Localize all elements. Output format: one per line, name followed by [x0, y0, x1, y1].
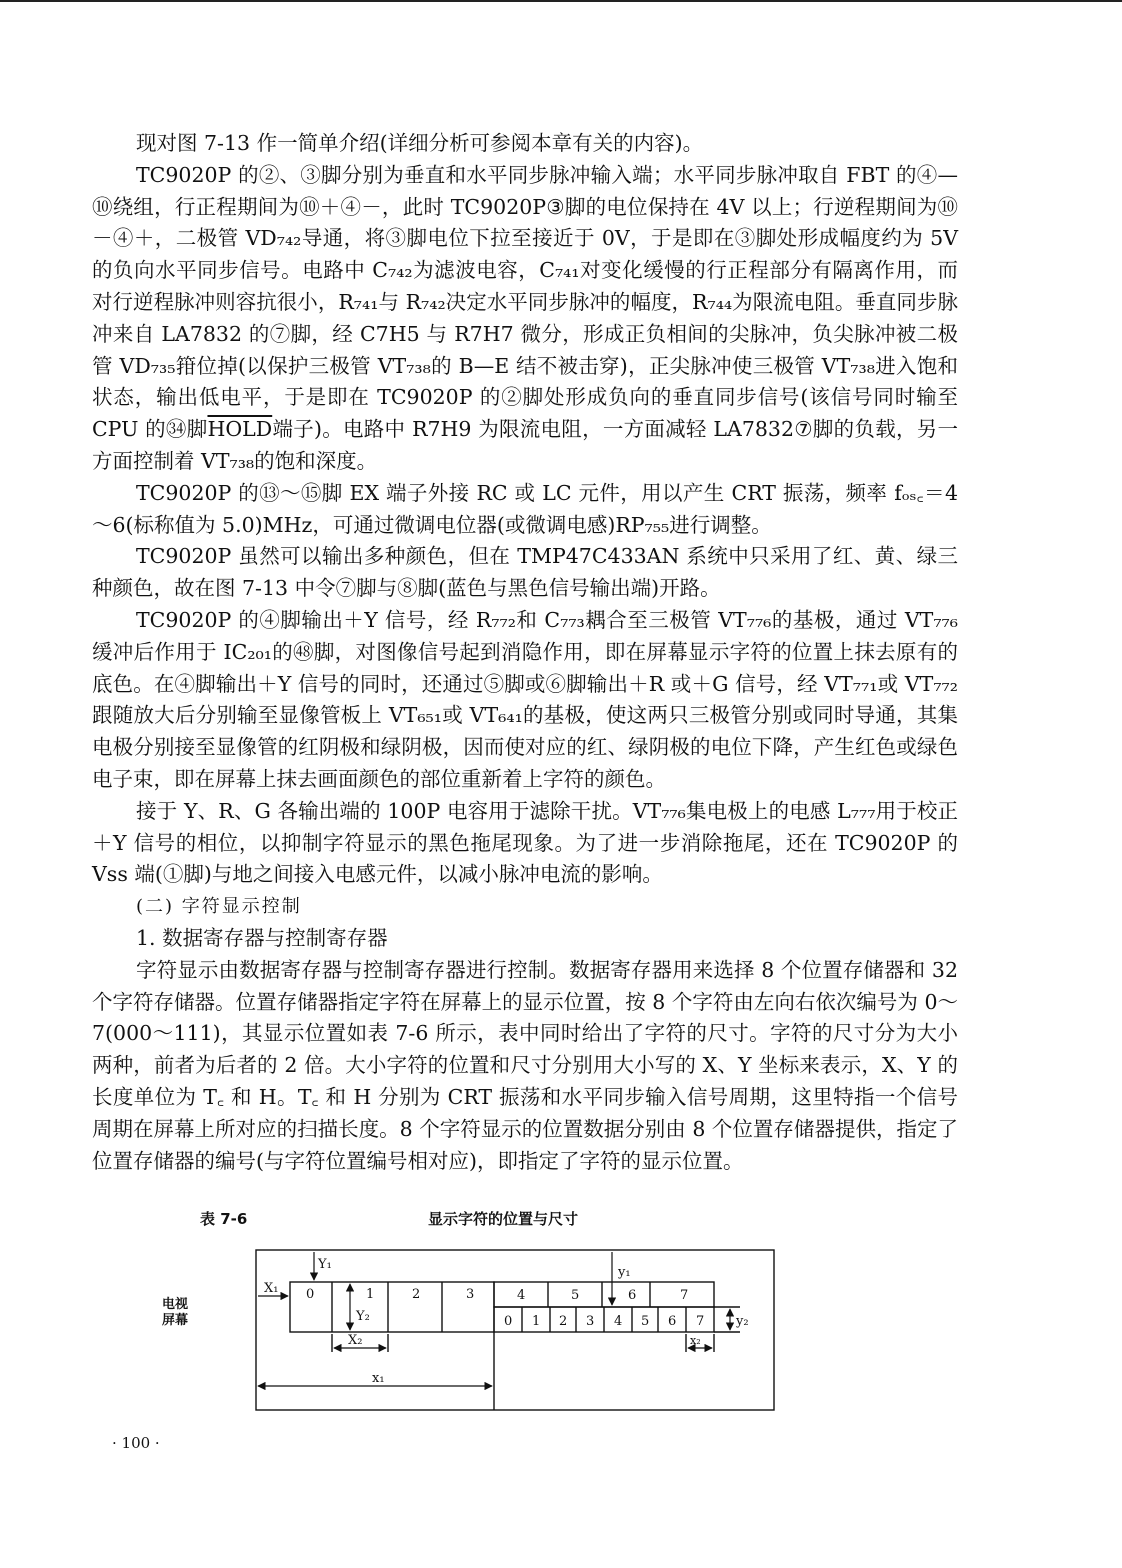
paragraph: 字符显示由数据寄存器与控制寄存器进行控制。数据寄存器用来选择 8 个位置存储器和 32 个字符存储器。位置存储器指定字符在屏幕上的显示位置，按 8 个字符由左向右依次编号为 0～7(000～111)，其显示位置如表 7-6 所示，表中同时给出了字符的尺寸。字符的尺寸分为大小两种，前者为后者的 2 倍。大小字符的位置和尺寸分别用大小写的 X、Y 坐标来表示，X、Y 的长度单位为 T꜀ 和 H。T꜀ 和 H 分别为 CRT 振荡和水平同步输入信号周期，这里特指一个信号周期在屏幕上所对应的扫描长度。8 个字符显示的位置数据分别由 8 个位置存储器提供，指定了位置存储器的编号(与字符位置编号相对应)，即指定了字符的显示位置。 [92, 957, 958, 1173]
paragraph [92, 160, 958, 478]
section-heading: (二) 字符显示控制 [136, 896, 302, 918]
small-cell-label: 4 [614, 1314, 623, 1329]
hold-overline: HOLD [207, 417, 273, 442]
position-size-diagram [140, 1236, 790, 1416]
dimension-x2-lower: x₂ [690, 1334, 701, 1347]
big-cell-label: 3 [466, 1287, 475, 1302]
big-cell-label: 2 [412, 1287, 421, 1302]
screen-label: 电视 [162, 1297, 189, 1312]
small-cell-label: 1 [532, 1314, 541, 1329]
dimension-y1-lower: y₁ [618, 1265, 631, 1280]
dimension-Y1: Y₁ [318, 1257, 332, 1272]
small-cell-label: 7 [696, 1314, 705, 1329]
dimension-X1: X₁ [264, 1281, 279, 1296]
small-cell-label: 5 [641, 1314, 650, 1329]
paragraph: 接于 Y、R、G 各输出端的 100P 电容用于滤除干扰。VT₇₇₆集电极上的电感 L₇₇₇用于校正＋Y 信号的相位，以抑制字符显示的黑色拖尾现象。为了进一步消除拖尾，还在 TC9020P 的 Vss 端(①脚)与地之间接入电感元件，以减小脉冲电流的影响。 [92, 798, 958, 887]
big-cell-label: 4 [517, 1288, 526, 1303]
paragraph: TC9020P 虽然可以输出多种颜色，但在 TMP47C433AN 系统中只采用了红、黄、绿三种颜色，故在图 7-13 中令⑦脚与⑧脚(蓝色与黑色信号输出端)开路。 [92, 544, 958, 601]
dimension-y2-lower: y₂ [736, 1314, 749, 1329]
big-cell-label: 6 [628, 1288, 637, 1303]
small-cell-label: 3 [586, 1314, 595, 1329]
paragraph-part: TC9020P 的②、③脚分别为垂直和水平同步脉冲输入端；水平同步脉冲取自 FBT 的④—⑩绕组，行正程期间为⑩＋④－，此时 TC9020P③脚的电位保持在 4V 以上；行逆程期间为⑩－④＋，二极管 VD₇₄₂导通，将③脚电位下拉至接近于 0V，于是即在③脚处形成幅度约为 5V 的负向水平同步信号。电路中 C₇₄₂为滤波电容，C₇₄₁对变化缓慢的行正程部分有隔离作用，而对行逆程脉冲则容抗很小，R₇₄₁与 R₇₄₂决定水平同步脉冲的幅度，R₇₄₄为限流电阻。垂直同步脉冲来自 LA7832 的⑦脚，经 C7H5 与 R7H7 微分，形成正负相间的尖脉冲，负尖脉冲被二极管 VD₇₃₅箝位掉(以保护三极管 VT₇₃₈的 B—E 结不被击穿)，正尖脉冲使三极管 VT₇₃₈进入饱和状态，输出低电平，于是即在 TC9020P 的②脚处形成负向的垂直同步信号(该信号同时输至 CPU 的㉞脚 [92, 162, 958, 442]
dimension-Y2: Y₂ [356, 1309, 370, 1324]
small-cell-label: 2 [559, 1314, 568, 1329]
subsection-heading: 1. 数据寄存器与控制寄存器 [136, 925, 388, 950]
big-cell [290, 1282, 494, 1332]
small-cell-label: 6 [668, 1314, 677, 1329]
dimension-X2: X₂ [348, 1333, 363, 1348]
dimension-x1-lower: x₁ [372, 1371, 385, 1386]
body-text [92, 128, 958, 1177]
paragraph: 现对图 7-13 作一简单介绍(详细分析可参阅本章有关的内容)。 [136, 131, 704, 155]
paragraph: TC9020P 的⑬～⑮脚 EX 端子外接 RC 或 LC 元件，用以产生 CRT 振荡，频率 fₒₛ꜀＝4～6(标称值为 5.0)MHz，可通过微调电位器(或微调电感)RP₇₅₅进行调整。 [92, 480, 958, 537]
big-cell-label: 1 [366, 1287, 375, 1302]
paragraph-part: 端子)。电路中 R7H9 为限流电阻，一方面减轻 LA7832⑦脚的负载，另一方面控制着 VT₇₃₈的饱和深度。 [92, 417, 958, 473]
big-cell-label: 0 [306, 1287, 315, 1302]
page-number: · 100 · [112, 1434, 160, 1452]
paragraph: TC9020P 的④脚输出＋Y 信号，经 R₇₇₂和 C₇₇₃耦合至三极管 VT₇₇₆的基极，通过 VT₇₇₆缓冲后作用于 IC₂₀₁的㊽脚，对图像信号起到消隐作用，即在屏幕显示字符的位置上抹去原有的底色。在④脚输出＋Y 信号的同时，还通过⑤脚或⑥脚输出＋R 或＋G 信号，经 VT₇₇₁或 VT₇₇₂跟随放大后分别输至显像管板上 VT₆₅₁或 VT₆₄₁的基极，使这两只三极管分别或同时导通，其集电极分别接至显像管的红阴极和绿阴极，因而使对应的红、绿阴极的电位下降，产生红色或绿色电子束，即在屏幕上抹去画面颜色的部位重新着上字符的颜色。 [92, 607, 958, 791]
big-cell-label: 5 [571, 1288, 580, 1303]
top-rule [0, 0, 1122, 2]
small-cell-label: 0 [504, 1314, 513, 1329]
table-title: 显示字符的位置与尺寸 [428, 1210, 579, 1228]
big-cell-label: 7 [680, 1288, 689, 1303]
table-label: 表 7-6 [200, 1210, 248, 1228]
screen-label: 屏幕 [162, 1313, 189, 1328]
